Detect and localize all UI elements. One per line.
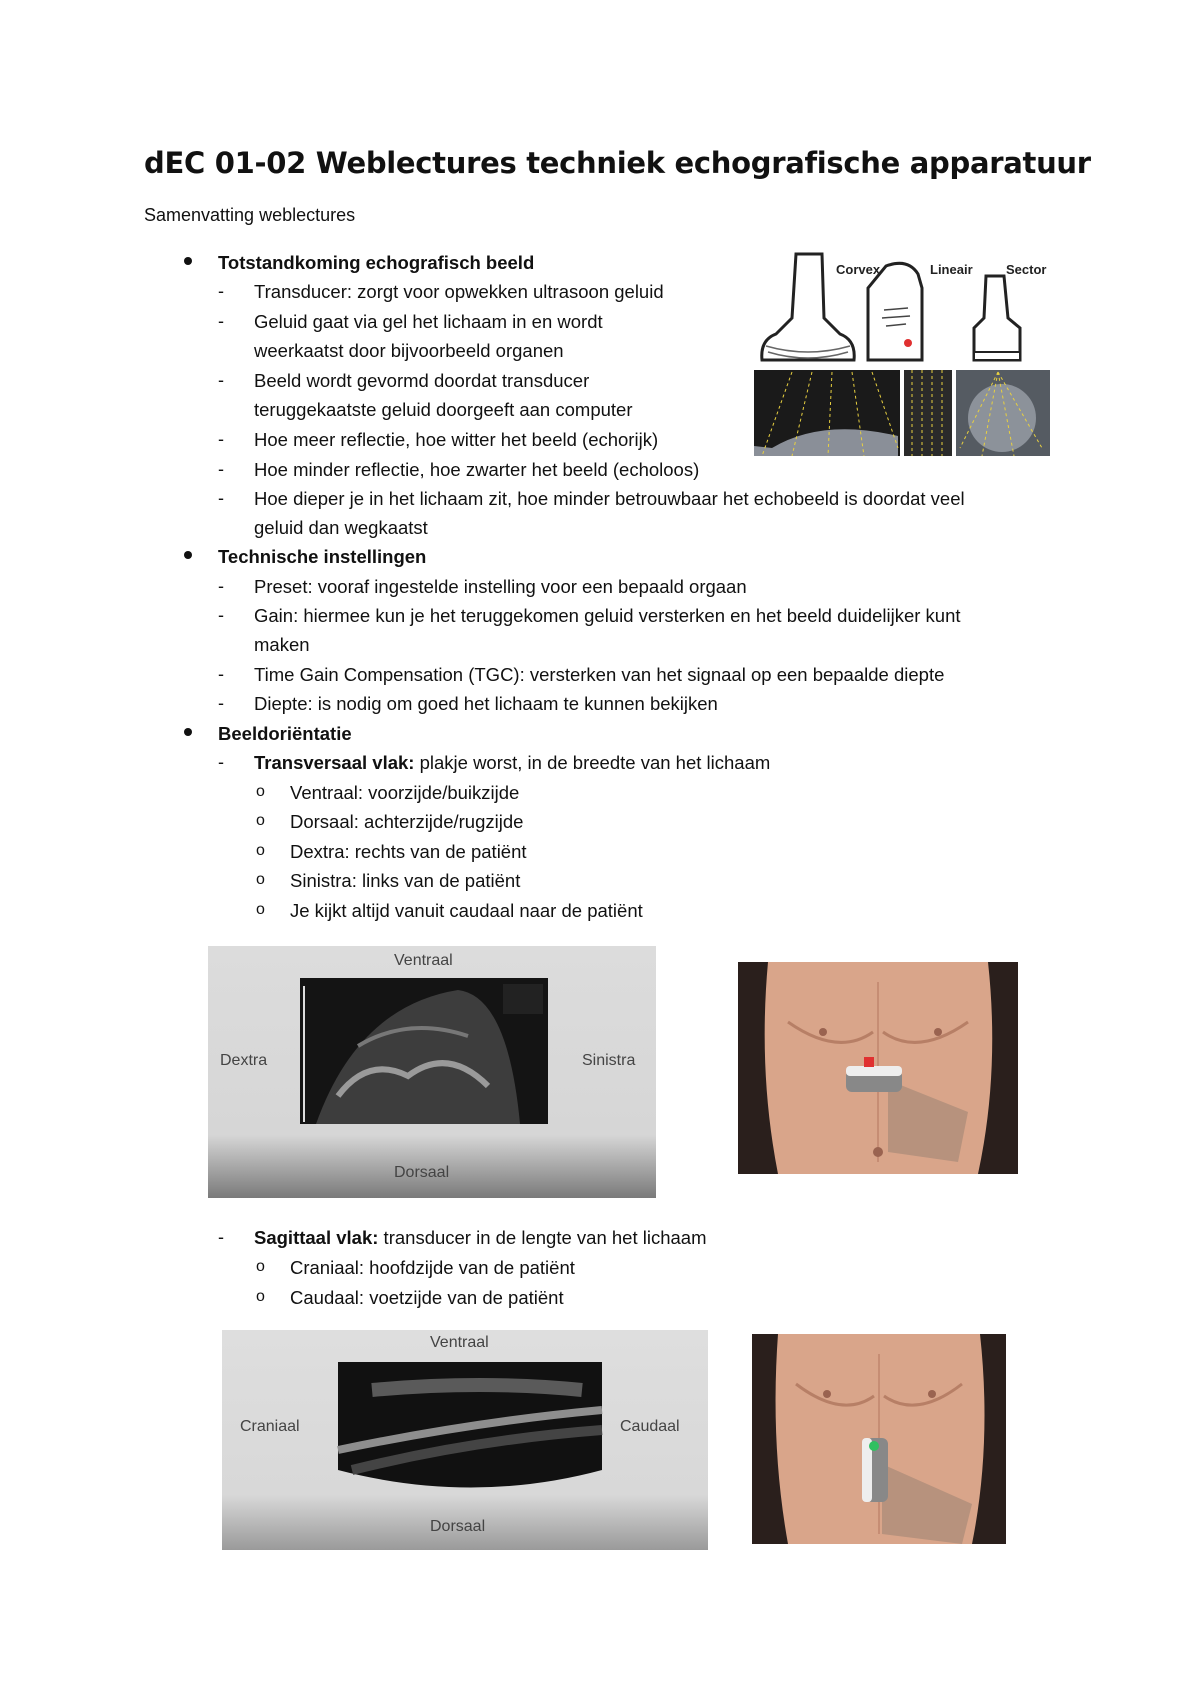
circle-marker: o	[256, 1258, 265, 1275]
dash-marker: -	[218, 429, 224, 449]
circle-marker: o	[256, 1288, 265, 1305]
list-item: Hoe minder reflectie, hoe zwarter het beeld (echoloos)	[254, 459, 700, 480]
definition: versterken van het signaal op een bepaalde diepte	[524, 664, 945, 685]
list-item: Geluid gaat via gel het lichaam in en wordt	[254, 311, 603, 332]
torso-illustration	[752, 1334, 1006, 1544]
dash-marker: -	[218, 311, 224, 331]
list-item	[254, 693, 718, 715]
dash-marker: -	[218, 1227, 224, 1247]
probe-label-sector: Sector	[1006, 262, 1047, 277]
term: Gain:	[254, 605, 299, 626]
bullet-marker	[184, 728, 192, 736]
term: Sagittaal vlak:	[254, 1227, 379, 1248]
section-heading: Beeldoriëntatie	[218, 723, 352, 744]
orientation-label-top: Ventraal	[430, 1334, 489, 1351]
sub-item: Caudaal: voetzijde van de patiënt	[290, 1287, 564, 1308]
list-item	[254, 752, 770, 774]
list-item: maken	[254, 634, 310, 655]
sub-item: Sinistra: links van de patiënt	[290, 870, 521, 891]
sub-item: Dextra: rechts van de patiënt	[290, 841, 527, 862]
list-item	[254, 1227, 706, 1249]
list-item	[254, 576, 747, 598]
ultrasound-image	[222, 1330, 708, 1550]
transversal-ultrasound-figure	[208, 946, 656, 1198]
orientation-label-bottom: Dorsaal	[430, 1518, 486, 1535]
list-item: weerkaatst door bijvoorbeeld organen	[254, 340, 564, 361]
list-item: Hoe dieper je in het lichaam zit, hoe minder betrouwbaar het echobeeld is doordat veel	[254, 488, 965, 509]
list-item: Beeld wordt gevormd doordat transducer	[254, 370, 590, 391]
transducer-types-figure	[752, 248, 1050, 456]
torso-transversal-figure	[738, 962, 1018, 1174]
definition: plakje worst, in de breedte van het lichaam	[414, 752, 771, 773]
probe-label-corvex: Corvex	[836, 262, 881, 277]
orientation-label-right: Sinistra	[582, 1052, 636, 1069]
section-heading: Totstandkoming echografisch beeld	[218, 252, 535, 273]
subtitle: Samenvatting weblectures	[144, 205, 356, 225]
dash-marker: -	[218, 281, 224, 301]
dash-marker: -	[218, 693, 224, 713]
circle-marker: o	[256, 812, 265, 829]
dash-marker: -	[218, 605, 224, 625]
bullet-marker	[184, 257, 192, 265]
list-item: teruggekaatste geluid doorgeeft aan computer	[254, 399, 633, 420]
list-item: geluid dan wegkaatst	[254, 517, 428, 538]
sub-item: Dorsaal: achterzijde/rugzijde	[290, 811, 524, 832]
dash-marker: -	[218, 488, 224, 508]
circle-marker: o	[256, 871, 265, 888]
sub-item: Craniaal: hoofdzijde van de patiënt	[290, 1257, 575, 1278]
definition: is nodig om goed het lichaam te kunnen bekijken	[312, 693, 718, 714]
circle-marker: o	[256, 842, 265, 859]
term: Diepte:	[254, 693, 313, 714]
ultrasound-image	[208, 946, 656, 1198]
definition: vooraf ingestelde instelling voor een bepaald orgaan	[312, 576, 747, 597]
circle-marker: o	[256, 783, 265, 800]
dash-marker: -	[218, 752, 224, 772]
list-item	[254, 664, 944, 686]
orientation-label-top: Ventraal	[394, 952, 453, 969]
orientation-label-right: Caudaal	[620, 1418, 680, 1435]
dash-marker: -	[218, 370, 224, 390]
sagittal-ultrasound-figure	[222, 1330, 708, 1550]
transducer-illustration	[752, 248, 1050, 456]
term: Time Gain Compensation (TGC):	[254, 664, 525, 685]
dash-marker: -	[218, 459, 224, 479]
sub-item: Ventraal: voorzijde/buikzijde	[290, 782, 520, 803]
probe-label-lineair: Lineair	[930, 262, 973, 277]
torso-illustration	[738, 962, 1018, 1174]
orientation-label-left: Craniaal	[240, 1418, 300, 1435]
term: Transversaal vlak:	[254, 752, 415, 773]
bullet-marker	[184, 551, 192, 559]
list-item: Hoe meer reflectie, hoe witter het beeld (echorijk)	[254, 429, 659, 450]
definition: hiermee kun je het teruggekomen geluid versterken en het beeld duidelijker kunt	[298, 605, 961, 626]
page-title: dEC 01-02 Weblectures techniek echografische apparatuur	[144, 146, 1091, 180]
sub-item: Je kijkt altijd vanuit caudaal naar de patiënt	[290, 900, 643, 921]
torso-sagittal-figure	[752, 1334, 1006, 1544]
list-item: Transducer: zorgt voor opwekken ultrasoon geluid	[254, 281, 664, 302]
list-item	[254, 605, 961, 627]
orientation-label-left: Dextra	[220, 1052, 268, 1069]
section-heading: Technische instellingen	[218, 546, 427, 567]
orientation-label-bottom: Dorsaal	[394, 1164, 450, 1181]
term: Preset:	[254, 576, 313, 597]
definition: transducer in de lengte van het lichaam	[378, 1227, 707, 1248]
dash-marker: -	[218, 576, 224, 596]
circle-marker: o	[256, 901, 265, 918]
dash-marker: -	[218, 664, 224, 684]
